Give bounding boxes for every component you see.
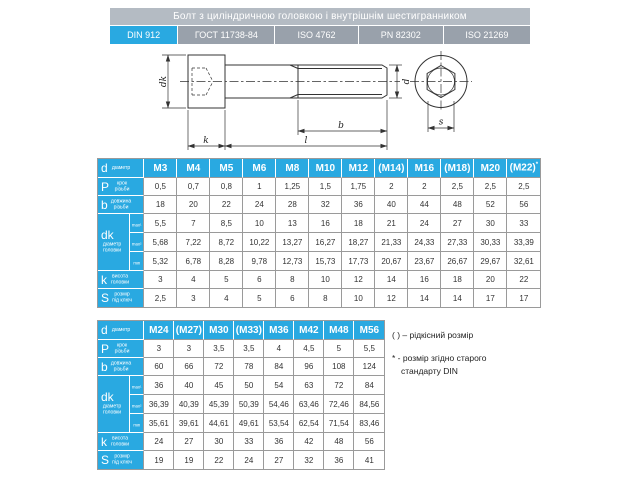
value-cell: 14: [408, 289, 441, 307]
value-cell: 8: [309, 289, 342, 307]
value-cell: 4: [210, 289, 243, 307]
value-cell: 14: [375, 271, 408, 289]
value-cell: 63: [294, 376, 324, 395]
page-title: Болт з циліндричною головкою і внутрішнім шестигранником: [110, 8, 530, 25]
value-cell: 24: [243, 196, 276, 214]
value-cell: 3,5: [234, 340, 264, 358]
value-cell: 24,33: [408, 233, 441, 252]
value-cell: 15,73: [309, 252, 342, 271]
standard-tab-iso-21269[interactable]: ISO 21269: [444, 26, 530, 44]
value-cell: 17: [474, 289, 507, 307]
value-cell: 10: [342, 289, 375, 307]
value-cell: 16: [309, 214, 342, 233]
value-cell: 1,75: [342, 178, 375, 196]
value-cell: 108: [324, 358, 354, 376]
value-cell: 18: [144, 196, 177, 214]
col-header-m5: M5: [210, 159, 243, 178]
value-cell: 10: [243, 214, 276, 233]
value-cell: 48: [324, 433, 354, 451]
value-cell: 2,5: [441, 178, 474, 196]
value-cell: 50,39: [234, 395, 264, 414]
value-cell: 26,67: [441, 252, 474, 271]
value-cell: 52: [474, 196, 507, 214]
value-cell: 40: [375, 196, 408, 214]
col-header-m27: (M27): [174, 321, 204, 340]
row-label-k: k висота головки: [98, 271, 144, 289]
col-header-m48: M48: [324, 321, 354, 340]
standards-row: [110, 26, 530, 44]
value-cell: 2,5: [507, 178, 540, 196]
value-cell: 48: [441, 196, 474, 214]
value-cell: 20: [177, 196, 210, 214]
value-cell: 21: [375, 214, 408, 233]
value-cell: 27: [264, 451, 294, 469]
value-cell: 27: [441, 214, 474, 233]
col-header-m10: M10: [309, 159, 342, 178]
value-cell: 96: [294, 358, 324, 376]
value-cell: 72: [204, 358, 234, 376]
value-cell: 8: [276, 271, 309, 289]
value-cell: 6,78: [177, 252, 210, 271]
value-cell: 12: [375, 289, 408, 307]
row-label-s: S розмір під ключ: [98, 451, 144, 469]
col-header-m6: M6: [243, 159, 276, 178]
subrow-label: max¹: [130, 376, 144, 395]
col-header-m56: M56: [354, 321, 384, 340]
value-cell: 3: [144, 271, 177, 289]
header-block: [110, 8, 530, 44]
value-cell: 84: [354, 376, 384, 395]
value-cell: 35,61: [144, 414, 174, 433]
value-cell: 10: [309, 271, 342, 289]
value-cell: 5,68: [144, 233, 177, 252]
value-cell: 21,33: [375, 233, 408, 252]
dim-label-b: b: [338, 121, 344, 131]
dimension-lines: [162, 55, 402, 150]
value-cell: 22: [507, 271, 540, 289]
value-cell: 7: [177, 214, 210, 233]
value-cell: 56: [507, 196, 540, 214]
value-cell: 0,8: [210, 178, 243, 196]
row-label-d: d діаметр: [98, 321, 144, 340]
value-cell: 40,39: [174, 395, 204, 414]
value-cell: 63,46: [294, 395, 324, 414]
standard-tab-гост-11738-84[interactable]: ГОСТ 11738-84: [178, 26, 274, 44]
value-cell: 18: [441, 271, 474, 289]
col-header-m22: (M22)*: [507, 159, 540, 178]
col-header-m8: M8: [276, 159, 309, 178]
value-cell: 12,73: [276, 252, 309, 271]
value-cell: 45: [204, 376, 234, 395]
value-cell: 42: [294, 433, 324, 451]
dim-label-dk: dk: [159, 75, 169, 88]
value-cell: 13: [276, 214, 309, 233]
bolt-drawing-svg: [110, 48, 530, 158]
value-cell: 72,46: [324, 395, 354, 414]
value-cell: 7,22: [177, 233, 210, 252]
value-cell: 5: [210, 271, 243, 289]
value-cell: 40: [174, 376, 204, 395]
value-cell: 1: [243, 178, 276, 196]
value-cell: 14: [441, 289, 474, 307]
standard-tab-din-912[interactable]: DIN 912: [110, 26, 177, 44]
value-cell: 22: [210, 196, 243, 214]
value-cell: 22: [204, 451, 234, 469]
value-cell: 56: [354, 433, 384, 451]
row-label-s: S розмір під ключ: [98, 289, 144, 307]
value-cell: 17: [507, 289, 540, 307]
col-header-m30: M30: [204, 321, 234, 340]
value-cell: 5: [243, 289, 276, 307]
value-cell: 49,61: [234, 414, 264, 433]
col-header-m42: M42: [294, 321, 324, 340]
value-cell: 39,61: [174, 414, 204, 433]
note-old-standard: * - розмір згідно старого стандарту DIN: [392, 353, 487, 376]
value-cell: 71,54: [324, 414, 354, 433]
value-cell: 33: [507, 214, 540, 233]
value-cell: 5,5: [354, 340, 384, 358]
value-cell: 20: [474, 271, 507, 289]
value-cell: 6: [243, 271, 276, 289]
footnotes: [392, 329, 527, 377]
value-cell: 2: [375, 178, 408, 196]
value-cell: 78: [234, 358, 264, 376]
row-label-dk: dk діаметр головки: [98, 214, 130, 271]
value-cell: 24: [144, 433, 174, 451]
row-label-p: P крок різьби: [98, 178, 144, 196]
subrow-label: max²: [130, 395, 144, 414]
dimensions-table-m3-m22: [97, 158, 541, 308]
value-cell: 27,33: [441, 233, 474, 252]
value-cell: 23,67: [408, 252, 441, 271]
value-cell: 33: [234, 433, 264, 451]
value-cell: 4,5: [294, 340, 324, 358]
value-cell: 41: [354, 451, 384, 469]
col-header-m3: M3: [144, 159, 177, 178]
value-cell: 2: [408, 178, 441, 196]
col-header-m33: (M33): [234, 321, 264, 340]
value-cell: 36: [324, 451, 354, 469]
value-cell: 18: [342, 214, 375, 233]
value-cell: 4: [177, 271, 210, 289]
value-cell: 3: [144, 340, 174, 358]
row-label-d: d діаметр: [98, 159, 144, 178]
value-cell: 72: [324, 376, 354, 395]
value-cell: 20,67: [375, 252, 408, 271]
value-cell: 44: [408, 196, 441, 214]
value-cell: 29,67: [474, 252, 507, 271]
value-cell: 3: [174, 340, 204, 358]
value-cell: 16: [408, 271, 441, 289]
value-cell: 54,46: [264, 395, 294, 414]
value-cell: 124: [354, 358, 384, 376]
dim-label-s: s: [438, 117, 444, 128]
value-cell: 9,78: [243, 252, 276, 271]
value-cell: 36: [144, 376, 174, 395]
value-cell: 5: [324, 340, 354, 358]
row-label-dk: dk діаметр головки: [98, 376, 130, 433]
value-cell: 13,27: [276, 233, 309, 252]
value-cell: 83,46: [354, 414, 384, 433]
value-cell: 3: [177, 289, 210, 307]
value-cell: 10,22: [243, 233, 276, 252]
value-cell: 12: [342, 271, 375, 289]
value-cell: 30,33: [474, 233, 507, 252]
col-header-m24: M24: [144, 321, 174, 340]
value-cell: 24: [234, 451, 264, 469]
col-header-m20: M20: [474, 159, 507, 178]
col-header-m12: M12: [342, 159, 375, 178]
row-label-b: b довжина різьби: [98, 196, 144, 214]
dim-label-k: k: [203, 136, 209, 146]
value-cell: 16,27: [309, 233, 342, 252]
note-rare-size: ( ) – рідкісний розмір: [392, 330, 474, 340]
row-label-b: b довжина різьби: [98, 358, 144, 376]
dim-label-l: l: [304, 136, 308, 146]
value-cell: 19: [174, 451, 204, 469]
value-cell: 17,73: [342, 252, 375, 271]
bolt-side-view: [162, 55, 402, 150]
value-cell: 30: [474, 214, 507, 233]
value-cell: 36: [264, 433, 294, 451]
standard-tab-pn-82302[interactable]: PN 82302: [359, 26, 443, 44]
value-cell: 62,54: [294, 414, 324, 433]
subrow-label: min: [130, 252, 144, 271]
col-header-m16: M16: [408, 159, 441, 178]
value-cell: 33,39: [507, 233, 540, 252]
value-cell: 45,39: [204, 395, 234, 414]
value-cell: 0,7: [177, 178, 210, 196]
value-cell: 32: [309, 196, 342, 214]
value-cell: 53,54: [264, 414, 294, 433]
col-header-m4: M4: [177, 159, 210, 178]
value-cell: 60: [144, 358, 174, 376]
value-cell: 30: [204, 433, 234, 451]
value-cell: 84: [264, 358, 294, 376]
dim-label-d: d: [402, 78, 412, 85]
value-cell: 84,56: [354, 395, 384, 414]
value-cell: 36,39: [144, 395, 174, 414]
value-cell: 5,5: [144, 214, 177, 233]
dimensions-table-m24-m56: [97, 320, 385, 470]
value-cell: 19: [144, 451, 174, 469]
value-cell: 54: [264, 376, 294, 395]
subrow-label: min: [130, 414, 144, 433]
value-cell: 8,5: [210, 214, 243, 233]
dimension-labels: [159, 76, 444, 146]
value-cell: 1,5: [309, 178, 342, 196]
value-cell: 32,61: [507, 252, 540, 271]
value-cell: 0,5: [144, 178, 177, 196]
value-cell: 44,61: [204, 414, 234, 433]
value-cell: 1,25: [276, 178, 309, 196]
standard-tab-iso-4762[interactable]: ISO 4762: [275, 26, 357, 44]
col-header-m14: (M14): [375, 159, 408, 178]
value-cell: 66: [174, 358, 204, 376]
value-cell: 36: [342, 196, 375, 214]
col-header-m18: (M18): [441, 159, 474, 178]
bolt-technical-drawing: [110, 48, 530, 158]
subrow-label: max¹: [130, 214, 144, 233]
value-cell: 6: [276, 289, 309, 307]
value-cell: 4: [264, 340, 294, 358]
value-cell: 28: [276, 196, 309, 214]
value-cell: 8,72: [210, 233, 243, 252]
value-cell: 2,5: [144, 289, 177, 307]
value-cell: 32: [294, 451, 324, 469]
subrow-label: max²: [130, 233, 144, 252]
value-cell: 27: [174, 433, 204, 451]
value-cell: 3,5: [204, 340, 234, 358]
col-header-m36: M36: [264, 321, 294, 340]
row-label-p: P крок різьби: [98, 340, 144, 358]
value-cell: 2,5: [474, 178, 507, 196]
row-label-k: k висота головки: [98, 433, 144, 451]
value-cell: 24: [408, 214, 441, 233]
value-cell: 50: [234, 376, 264, 395]
value-cell: 8,28: [210, 252, 243, 271]
value-cell: 18,27: [342, 233, 375, 252]
value-cell: 5,32: [144, 252, 177, 271]
